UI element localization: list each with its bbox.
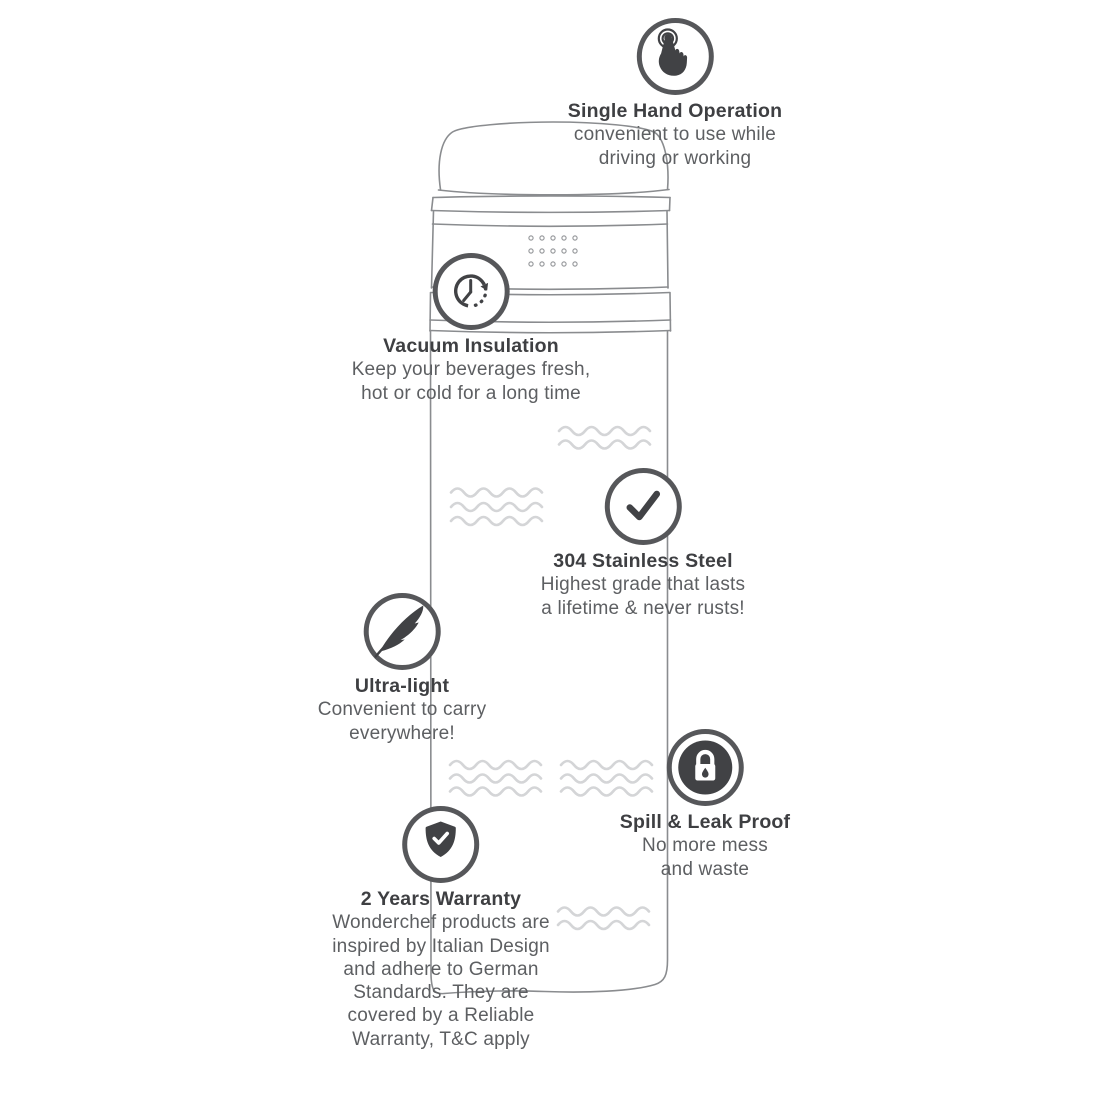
feature-ultra-light bbox=[318, 593, 487, 745]
feature-text-line: Convenient to carry bbox=[317, 699, 487, 721]
shield-check-icon bbox=[403, 806, 480, 883]
feather-icon bbox=[364, 593, 441, 670]
feature-stainless-steel bbox=[541, 468, 745, 620]
tap-hand-icon bbox=[636, 18, 713, 95]
feature-title: Ultra-light bbox=[354, 675, 450, 697]
feature-title: Vacuum Insulation bbox=[383, 335, 559, 357]
padlock-drop-icon bbox=[667, 729, 744, 806]
feature-title: 2 Years Warranty bbox=[360, 888, 522, 910]
feature-text-line: a lifetime & never rusts! bbox=[541, 597, 745, 619]
feature-text-line: and adhere to German bbox=[343, 958, 539, 980]
feature-title: Spill & Leak Proof bbox=[619, 811, 791, 833]
feature-text-line: Warranty, T&C apply bbox=[352, 1028, 530, 1050]
checkmark-icon bbox=[604, 468, 681, 545]
feature-text-line: Highest grade that lasts bbox=[540, 574, 746, 596]
time-clock-icon bbox=[433, 253, 510, 330]
feature-text-line: Wonderchef products are bbox=[332, 912, 550, 934]
feature-text-line: covered by a Reliable bbox=[347, 1005, 535, 1027]
feature-text-line: Standards. They are bbox=[353, 982, 529, 1004]
feature-text-line: Keep your beverages fresh, bbox=[351, 359, 591, 381]
feature-two-years-warranty bbox=[332, 806, 550, 1051]
feature-text-line: driving or working bbox=[598, 147, 752, 169]
flask-collar-ring bbox=[432, 196, 671, 212]
feature-text-line: No more mess bbox=[642, 835, 768, 857]
feature-text-line: and waste bbox=[660, 858, 750, 880]
feature-text-line: inspired by Italian Design bbox=[332, 935, 550, 957]
feature-text-line: hot or cold for a long time bbox=[361, 382, 581, 404]
feature-title: 304 Stainless Steel bbox=[553, 550, 733, 572]
feature-spill-leak-proof bbox=[620, 729, 790, 881]
feature-text-line: convenient to use while bbox=[573, 124, 777, 146]
feature-title: Single Hand Operation bbox=[567, 100, 783, 122]
feature-single-hand-operation bbox=[568, 18, 782, 170]
feature-vacuum-insulation bbox=[352, 253, 591, 405]
feature-text-line: everywhere! bbox=[349, 722, 455, 744]
